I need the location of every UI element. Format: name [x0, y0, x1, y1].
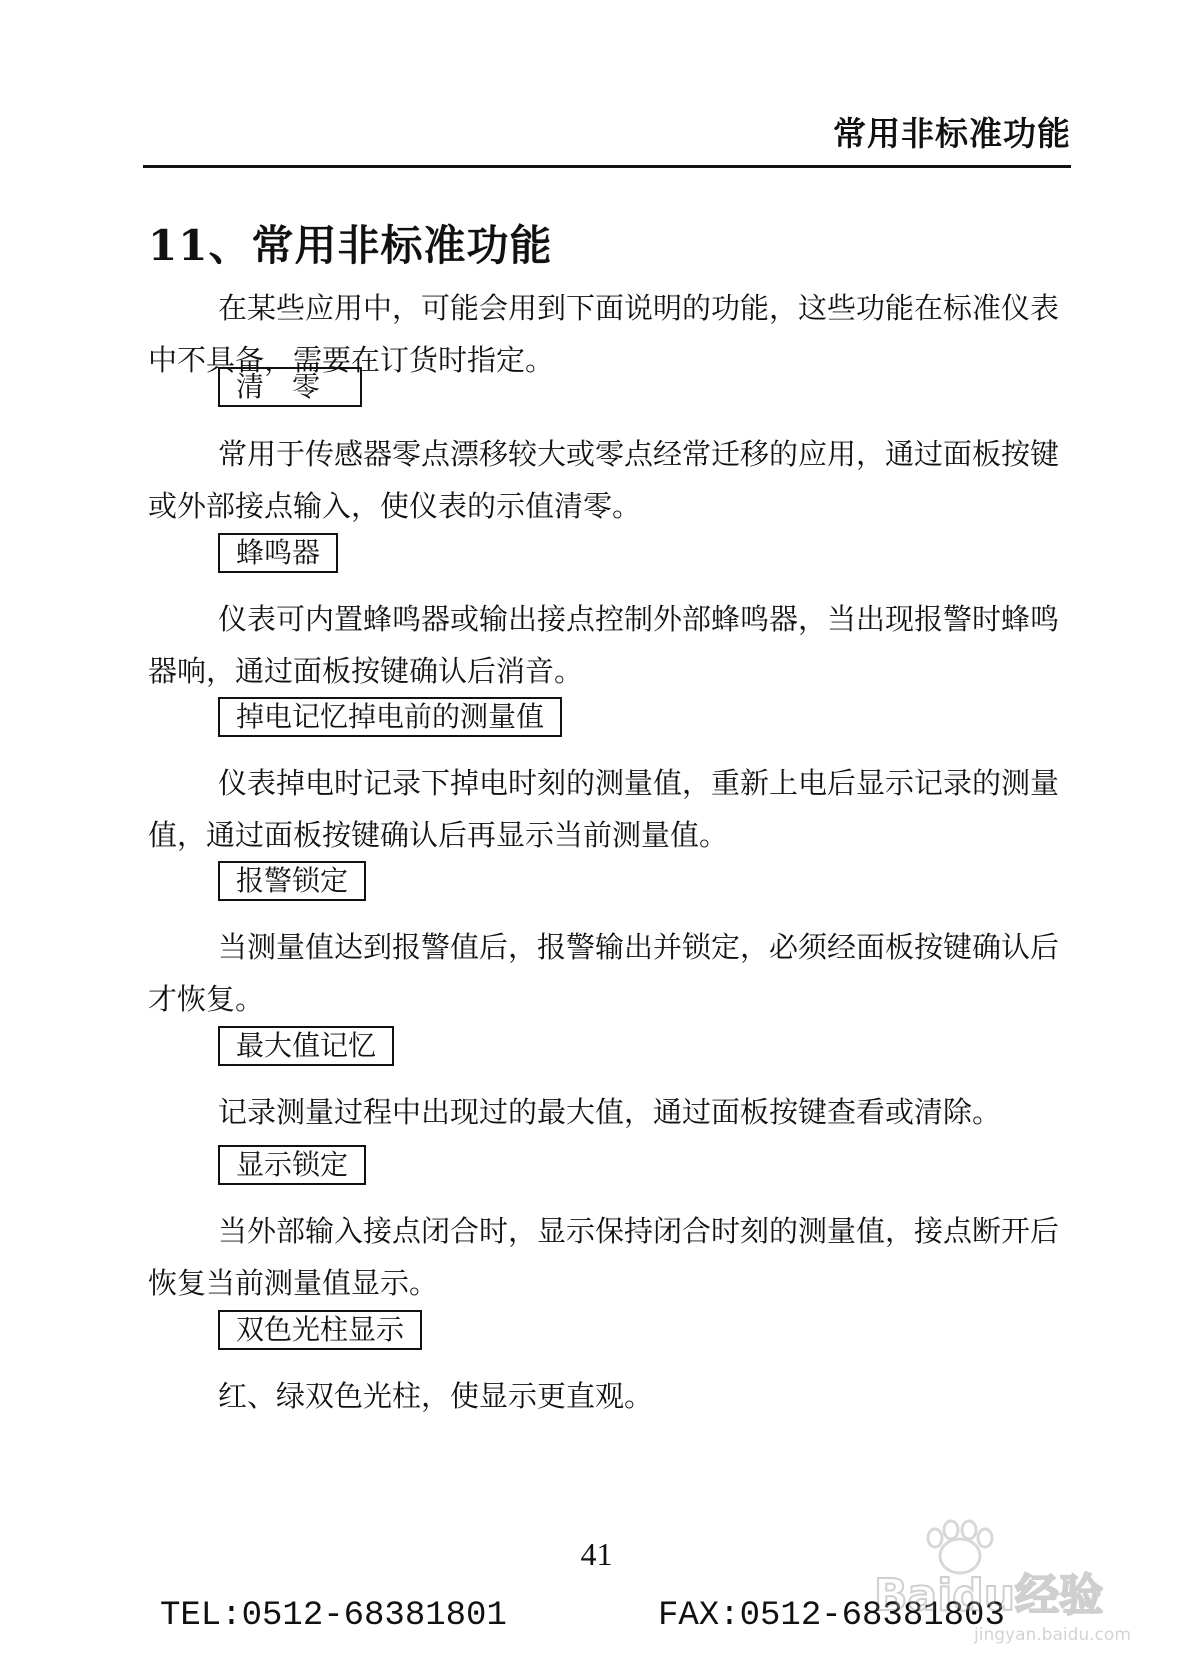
feature-desc-buzzer: 仪表可内置蜂鸣器或输出接点控制外部蜂鸣器，当出现报警时蜂鸣器响，通过面板按键确认后消音。: [148, 602, 1060, 688]
section-intro: 在某些应用中，可能会用到下面说明的功能，这些功能在标准仪表中不具备，需要在订货时指定。: [148, 291, 1060, 377]
feature-desc-power-loss-memory: 仪表掉电时记录下掉电时刻的测量值，重新上电后显示记录的测量值，通过面板按键确认后再显示当前测量值。: [148, 766, 1060, 852]
feature-label-zero-reset: 清 零: [218, 367, 362, 407]
running-header: 常用非标准功能: [833, 114, 1071, 153]
baidu-jingyan-watermark: [862, 1518, 1132, 1658]
footer-tel: TEL:0512-68381801: [160, 1597, 507, 1635]
section-title-text: 常用非标准功能: [251, 221, 553, 270]
feature-desc-zero-reset: 常用于传感器零点漂移较大或零点经常迁移的应用，通过面板按键或外部接点输入，使仪表的示值清零。: [148, 437, 1060, 523]
watermark-brand: Baidu经验: [874, 1570, 1104, 1621]
feature-label-bicolor-bargraph: 双色光柱显示: [218, 1310, 422, 1350]
header-rule: [143, 165, 1071, 168]
feature-label-power-loss-memory: 掉电记忆掉电前的测量值: [218, 697, 562, 737]
footer-fax: FAX:0512-68381803: [658, 1597, 1005, 1635]
paw-icon: [928, 1521, 992, 1573]
section-number: 11、: [148, 221, 252, 270]
feature-desc-alarm-latch: 当测量值达到报警值后，报警输出并锁定，必须经面板按键确认后才恢复。: [148, 930, 1060, 1016]
section-title: [148, 213, 552, 273]
page-number: 41: [580, 1536, 613, 1572]
feature-label-display-hold: 显示锁定: [218, 1145, 366, 1185]
feature-label-alarm-latch: 报警锁定: [218, 861, 366, 901]
feature-label-buzzer: 蜂鸣器: [218, 533, 338, 573]
feature-desc-display-hold: 当外部输入接点闭合时，显示保持闭合时刻的测量值，接点断开后恢复当前测量值显示。: [148, 1214, 1060, 1300]
feature-label-max-value-memory: 最大值记忆: [218, 1026, 394, 1066]
feature-desc-bicolor-bargraph: 红、绿双色光柱，使显示更直观。: [218, 1379, 654, 1413]
watermark-url: jingyan.baidu.com: [974, 1625, 1131, 1645]
feature-desc-max-value-memory: 记录测量过程中出现过的最大值，通过面板按键查看或清除。: [218, 1095, 1002, 1129]
